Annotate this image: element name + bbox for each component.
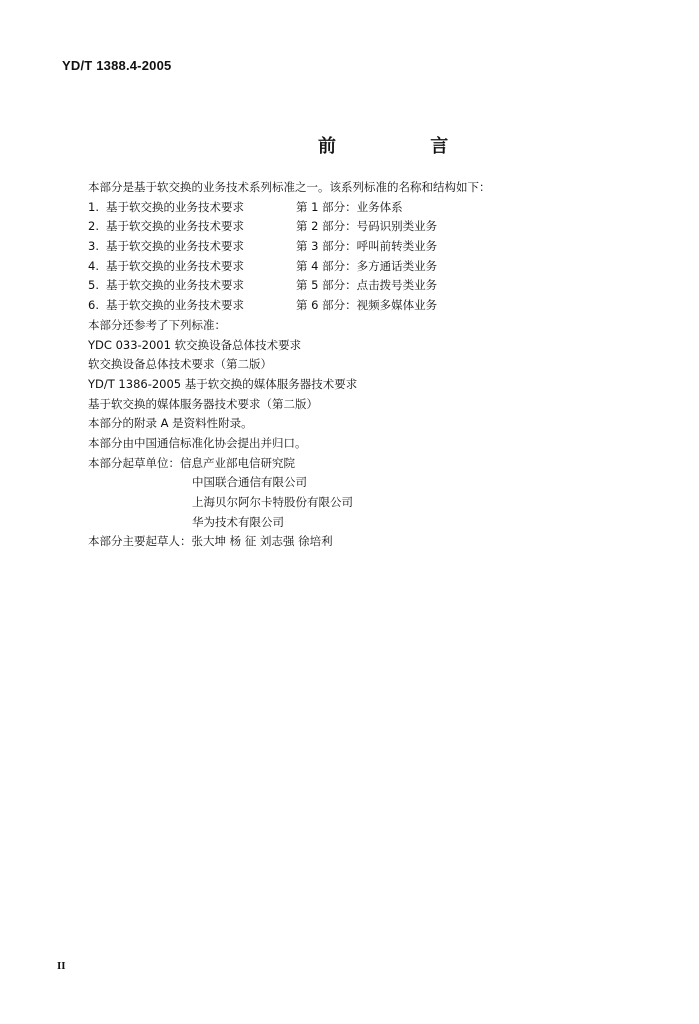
reference-item: 软交换设备总体技术要求（第二版） xyxy=(88,357,272,372)
series-item-part: 第 6 部分：视频多媒体业务 xyxy=(296,298,438,313)
series-item xyxy=(88,276,648,296)
series-item xyxy=(88,217,648,237)
series-item-name: 基于软交换的业务技术要求 xyxy=(106,219,244,234)
drafting-units-line xyxy=(88,454,648,474)
series-item-part: 第 1 部分：业务体系 xyxy=(296,199,403,214)
drafting-unit: 中国联合通信有限公司 xyxy=(192,475,307,490)
series-item-number: 4. xyxy=(88,258,99,273)
foreword-body xyxy=(88,178,648,552)
appendix-note: 本部分的附录 A 是资料性附录。 xyxy=(88,416,253,431)
drafting-units-label: 本部分起草单位： xyxy=(88,455,180,470)
series-item-name: 基于软交换的业务技术要求 xyxy=(106,239,244,254)
drafting-unit: 上海贝尔阿尔卡特股份有限公司 xyxy=(192,495,353,509)
drafting-unit: 华为技术有限公司 xyxy=(192,514,284,529)
series-item xyxy=(88,296,648,316)
series-item-number: 5. xyxy=(88,278,99,293)
reference-item: YDC 033-2001 软交换设备总体技术要求 xyxy=(88,337,302,352)
page-number: II xyxy=(57,960,66,972)
series-item-part: 第 4 部分：多方通话类业务 xyxy=(296,258,438,273)
reference-item: YD/T 1386-2005 基于软交换的媒体服务器技术要求 xyxy=(88,376,358,391)
references-intro: 本部分还参考了下列标准： xyxy=(88,317,226,332)
series-item-part: 第 5 部分：点击拨号类业务 xyxy=(296,278,438,293)
series-item xyxy=(88,237,648,257)
series-item-part: 第 3 部分：呼叫前转类业务 xyxy=(296,239,438,254)
intro-paragraph: 本部分是基于软交换的业务技术系列标准之一。该系列标准的名称和结构如下： xyxy=(88,180,491,194)
reference-item: 基于软交换的媒体服务器技术要求（第二版） xyxy=(88,396,318,411)
drafters-line: 本部分主要起草人：张大坤 杨 征 刘志强 徐培利 xyxy=(88,534,333,549)
page-title: 前 言 xyxy=(318,136,493,157)
drafting-unit: 信息产业部电信研究院 xyxy=(180,455,295,470)
series-item-name: 基于软交换的业务技术要求 xyxy=(106,298,244,313)
series-item-name: 基于软交换的业务技术要求 xyxy=(106,199,244,214)
series-item-name: 基于软交换的业务技术要求 xyxy=(106,258,244,273)
proposer-note: 本部分由中国通信标准化协会提出并归口。 xyxy=(88,435,307,450)
series-item xyxy=(88,198,648,218)
document-code-header: YD/T 1388.4-2005 xyxy=(62,58,172,73)
series-item-number: 2. xyxy=(88,219,99,234)
series-item-number: 1. xyxy=(88,199,99,214)
series-item-part: 第 2 部分：号码识别类业务 xyxy=(296,219,438,234)
series-item-number: 6. xyxy=(88,298,99,313)
series-item-name: 基于软交换的业务技术要求 xyxy=(106,278,244,293)
series-item xyxy=(88,257,648,277)
series-item-number: 3. xyxy=(88,239,99,254)
